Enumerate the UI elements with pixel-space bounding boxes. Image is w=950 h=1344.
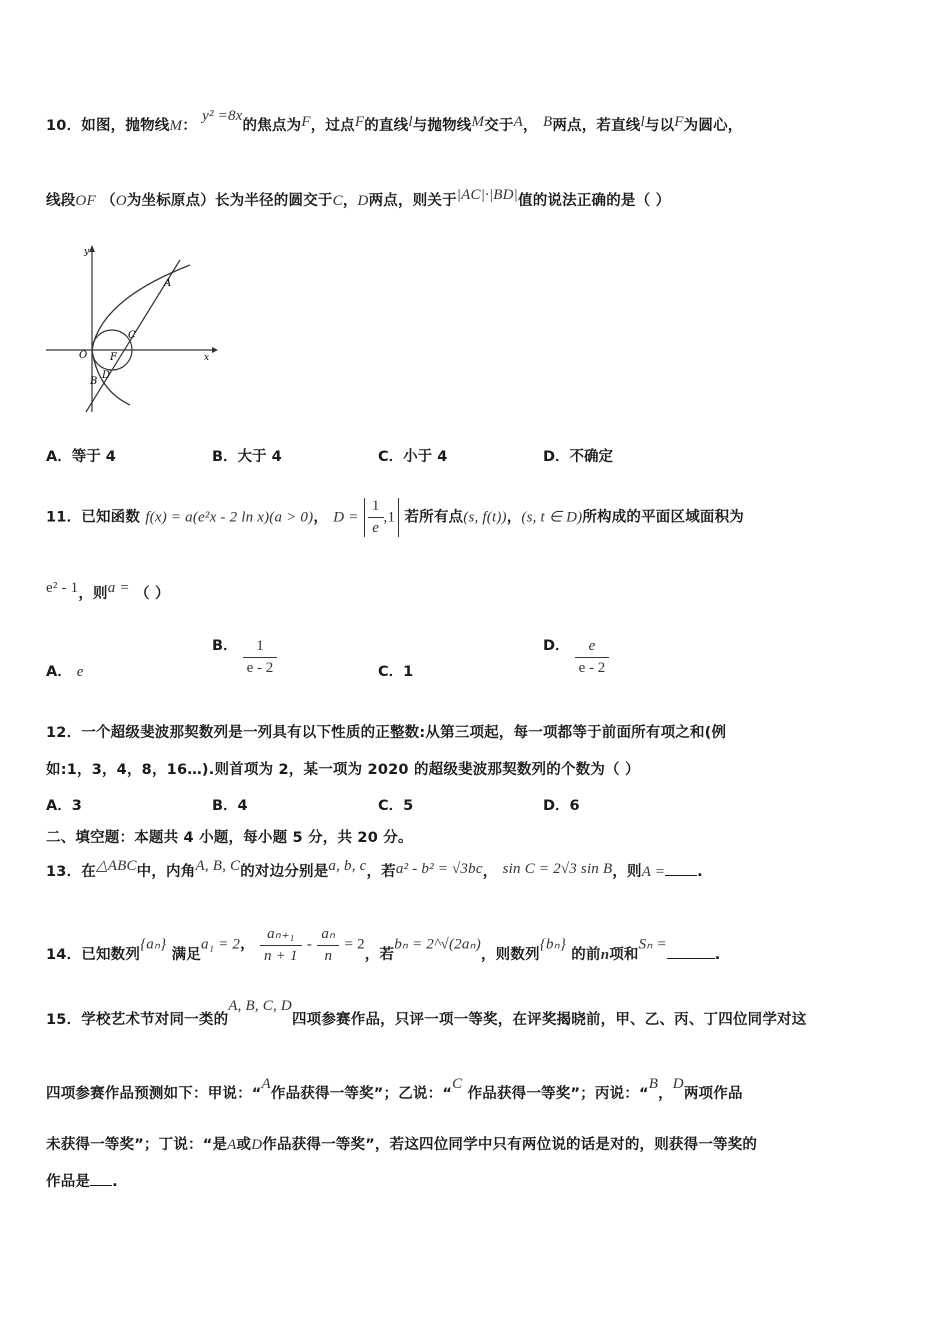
y-label: y — [84, 247, 90, 257]
c-label: C — [128, 330, 136, 341]
q15-line1: 15．学校艺术节对同一类的A, B, C, D四项参赛作品，只评一项一等奖，在评奖揭晓前，甲、乙、丙、丁四位同学对这 — [46, 998, 807, 1028]
q11-line2: e² - 1，则a = （ ） — [46, 580, 170, 602]
q10-option-d[interactable]: D．不确定 — [543, 449, 614, 465]
a-label: A — [164, 278, 172, 289]
q10-option-c[interactable]: C．小于 4 — [378, 449, 448, 465]
d-label: D — [102, 370, 111, 381]
q15-line3: 未获得一等奖”；丁说：“是A或D作品获得一等奖”，若这四位同学中只有两位说的话是对的，则获得一等奖的 — [46, 1137, 758, 1153]
d-interval: $\frac{1}{e}$ ,1 — [364, 498, 399, 537]
parabola-upper — [92, 265, 190, 350]
q11-option-b[interactable]: B． $\frac{1}{e - 2}$ — [212, 638, 277, 677]
q11-line1: 11．已知函数 f(x) = a(e²x - 2 ln x)(a > 0)， D = $\frac{1}{e}$ ,1 若所有点(s, f(t))，(s, t ∈ D)所构成的平面区域面积为 — [46, 498, 745, 536]
f-label: F — [110, 352, 117, 363]
q10-line2: 线段OF （O为坐标原点）长为半径的圆交于C，D两点，则关于|AC|·|BD|值的说法正确的是（ ） — [46, 187, 671, 209]
q12-line2: 如:1，3，4，8，16…).则首项为 2，某一项为 2020 的超级斐波那契数列的个数为（ ） — [46, 762, 640, 778]
q12-option-d[interactable]: D．6 — [543, 798, 580, 814]
q15-line2: 四项参赛作品预测如下：甲说：“A作品获得一等奖”；乙说：“C 作品获得一等奖”；丙说：“B，D两项作品 — [46, 1076, 743, 1102]
q11-option-a[interactable]: A． e — [46, 664, 84, 680]
q15-line4: 作品是 . — [46, 1174, 118, 1190]
q12-option-c[interactable]: C．5 — [378, 798, 414, 814]
q12-option-b[interactable]: B．4 — [212, 798, 248, 814]
origin-label: O — [79, 350, 88, 361]
q12-line1: 12．一个超级斐波那契数列是一列具有以下性质的正整数:从第三项起，每一项都等于前面所有项之和(例 — [46, 725, 727, 741]
q13-line: 13．在△ABC中，内角A, B, C的对边分别是a, b, c，若a² - b² = √3bc， sin C = 2√3 sin B，则A = . — [46, 858, 703, 880]
q11-option-d[interactable]: D． $\frac{e}{e - 2}$ — [543, 638, 609, 677]
section-2-heading: 二、填空题：本题共 4 小题，每小题 5 分，共 20 分。 — [46, 830, 413, 846]
parabola-figure — [40, 240, 220, 420]
q11-option-c[interactable]: C．1 — [378, 664, 414, 680]
b-label: B — [90, 376, 98, 387]
q10-option-a[interactable]: A．等于 4 — [46, 449, 116, 465]
q14-line: 14．已知数列{aₙ} 满足a₁ = 2， $\frac{\text{aₙ₊₁}}{n + 1}$ - $\frac{\text{aₙ}}{n}$ = 2，若bₙ = 2^√(2aₙ)，则数列{bₙ} 的前n项和Sₙ =. — [46, 926, 721, 964]
q10-option-b[interactable]: B．大于 4 — [212, 449, 282, 465]
x-label: x — [204, 353, 210, 363]
q10-line1: 10．如图，抛物线M： y² =8x的焦点为F，过点F的直线l与抛物线M交于A， B两点，若直线l与以F为圆心， — [46, 108, 743, 134]
q12-option-a[interactable]: A．3 — [46, 798, 82, 814]
